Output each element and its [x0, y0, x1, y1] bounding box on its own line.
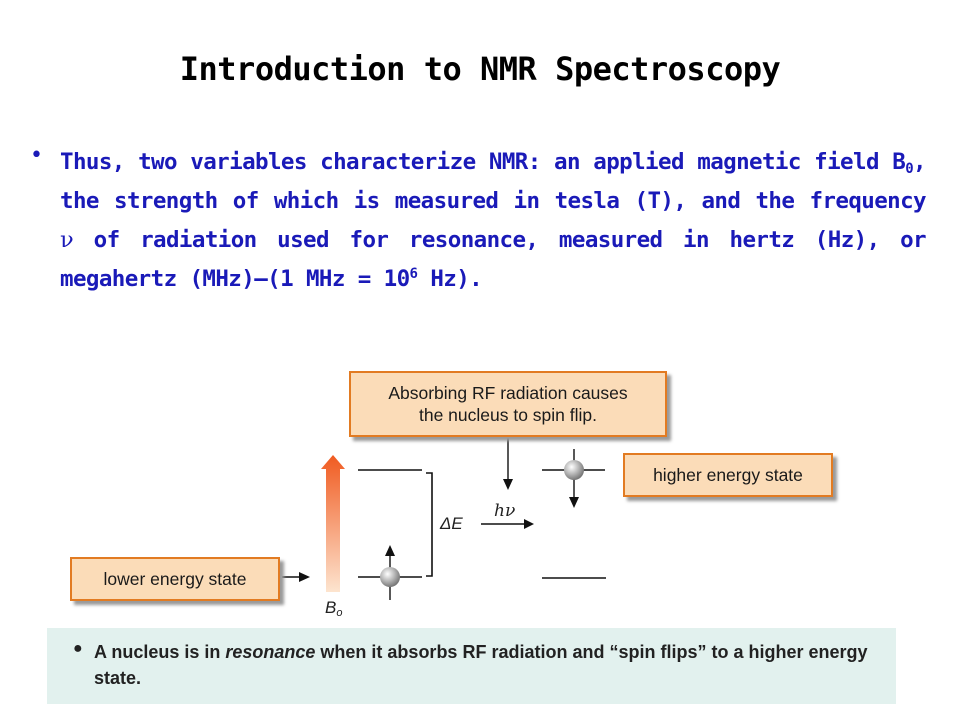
upper-nucleus-icon [564, 460, 584, 480]
h-nu-label: hν [494, 501, 516, 521]
bullet-text-part3: of radiation used for resonance, measured in hertz (Hz), or megahertz (MHz)—(1 MHz = 10 [60, 227, 926, 292]
bullet-text-part1: Thus, two variables characterize NMR: an applied magnetic field B [60, 149, 906, 175]
bullet-dot-icon: • [30, 143, 43, 168]
radiation-arrowhead-icon [524, 519, 534, 529]
lower-pointer-arrowhead-icon [299, 572, 310, 582]
field-arrow-icon [321, 455, 345, 592]
spin-down-arrowhead-icon [569, 497, 579, 508]
bullet-text-part2: , the strength of which is measured in tesla (T), and the frequency [60, 149, 926, 214]
lower-energy-box [70, 557, 280, 601]
absorb-callout-line2: the nucleus to spin flip. [418, 405, 597, 425]
note-emphasis: resonance [225, 642, 316, 662]
field-label: Bo [325, 598, 343, 619]
note-text-before: A nucleus is in [94, 642, 226, 662]
absorb-callout-line1: Absorbing RF radiation causes [388, 383, 628, 403]
note-text [94, 639, 884, 691]
delta-e-label: ΔE [440, 514, 463, 533]
delta-e-bracket [426, 473, 432, 576]
spin-up-arrowhead-icon [385, 545, 395, 556]
absorb-pointer-arrowhead-icon [503, 479, 513, 490]
note-bullet-icon: ● [73, 640, 83, 657]
resonance-note [47, 628, 896, 704]
slide-title: Introduction to NMR Spectroscopy [179, 50, 781, 88]
higher-energy-box [623, 453, 833, 497]
note-text-after: when it absorbs RF radiation and “spin flips” to a higher energy state. [94, 642, 868, 688]
absorb-callout-box [349, 371, 667, 437]
higher-energy-label: higher energy state [653, 464, 803, 485]
bullet-text-part4: Hz). [417, 266, 483, 292]
lower-nucleus-icon [380, 567, 400, 587]
lower-energy-label: lower energy state [103, 568, 247, 589]
nu-symbol: ν [60, 227, 74, 253]
field-subscript: 0 [905, 161, 914, 177]
exponent-superscript: 6 [409, 266, 418, 282]
